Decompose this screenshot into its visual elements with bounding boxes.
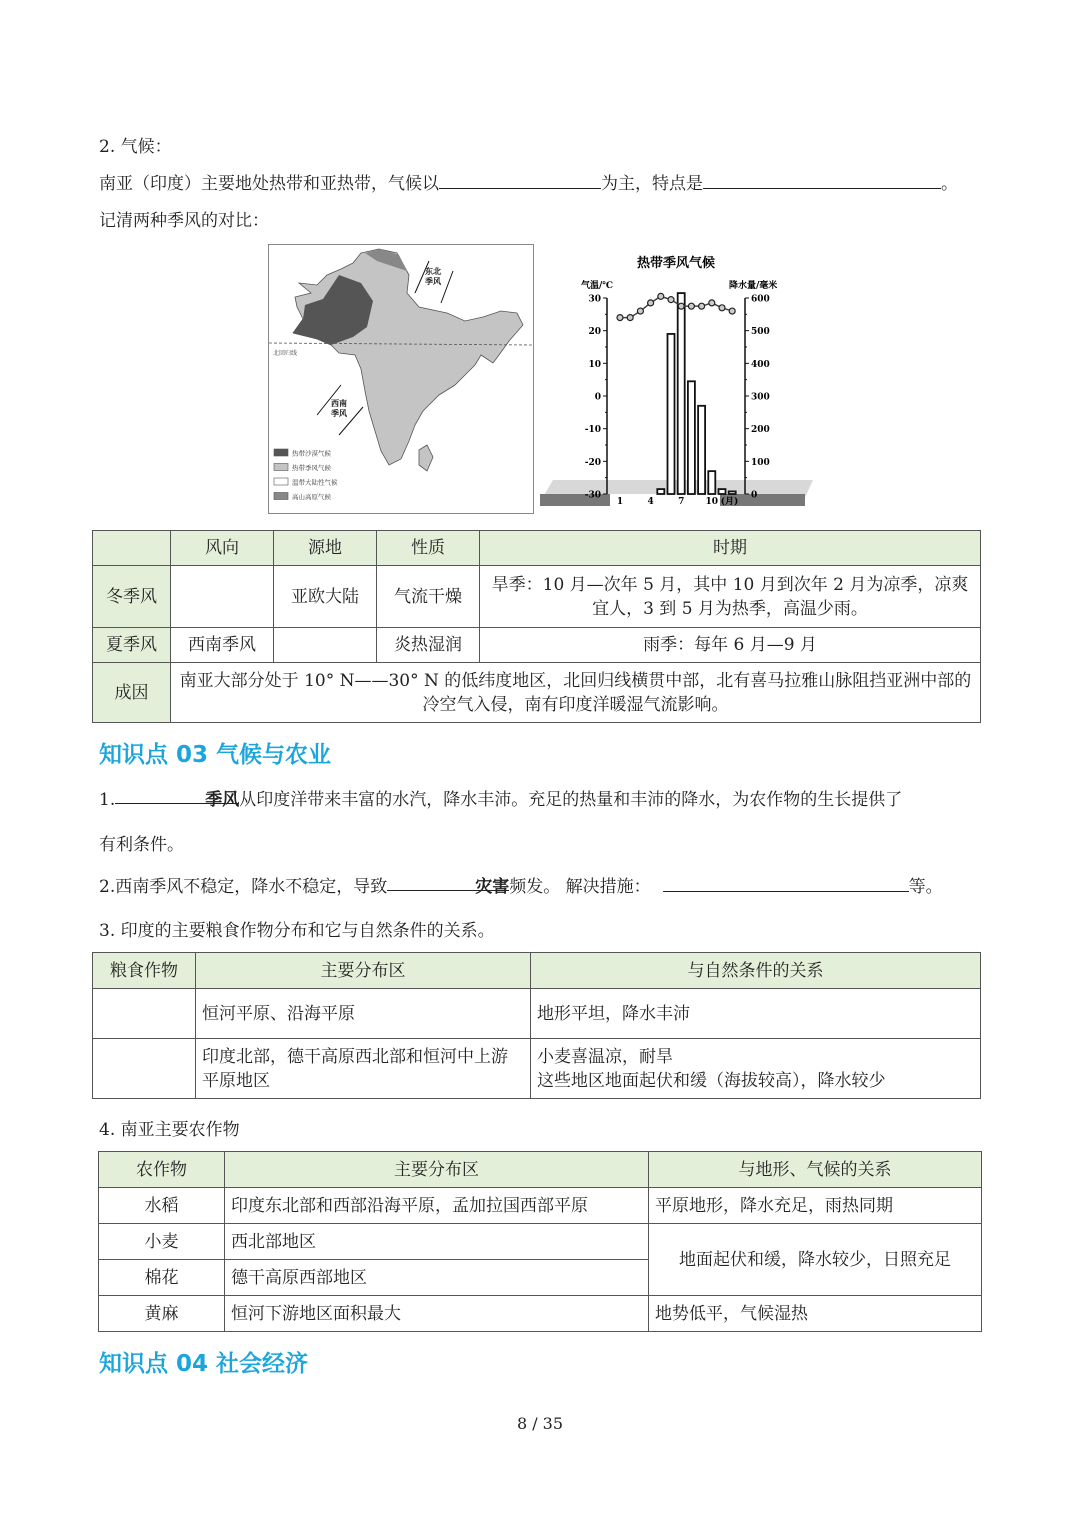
crop-table bbox=[98, 1151, 982, 1332]
tropic-label: 北回归线 bbox=[273, 350, 298, 357]
cell: 西北部地区 bbox=[225, 1224, 649, 1260]
temperature-point bbox=[719, 305, 725, 311]
legend-swatch bbox=[274, 449, 288, 456]
temperature-point bbox=[699, 303, 705, 309]
blank-cell[interactable] bbox=[93, 989, 196, 1039]
left-axis-label: 气温/℃ bbox=[581, 281, 614, 291]
blank-measures[interactable] bbox=[663, 873, 909, 892]
sri-lanka bbox=[419, 445, 433, 471]
right-tick-label: 500 bbox=[751, 327, 770, 338]
cell: 旱季：10 月—次年 5 月，其中 10 月到次年 2 月为凉季，凉爽宜人，3 到 5 月为热季，高温少雨。 bbox=[480, 566, 981, 628]
row-label: 成因 bbox=[93, 663, 171, 723]
cell: 地势低平，气候湿热 bbox=[649, 1296, 982, 1332]
temperature-point bbox=[617, 315, 623, 321]
x-tick-label: 7 bbox=[678, 497, 685, 507]
monsoon-table bbox=[92, 530, 981, 723]
table-row bbox=[93, 663, 981, 723]
right-tick-label: 600 bbox=[751, 294, 770, 305]
x-axis-label: (月) bbox=[720, 497, 739, 507]
x-tick-label: 1 bbox=[616, 497, 624, 507]
table-header-row bbox=[93, 953, 981, 989]
q2 bbox=[99, 872, 943, 897]
table-row bbox=[99, 1296, 982, 1332]
precip-bar bbox=[729, 491, 736, 494]
map-legend bbox=[274, 449, 338, 502]
cell: 地面起伏和缓，降水较少，日照充足 bbox=[649, 1224, 982, 1296]
cell: 棉花 bbox=[99, 1260, 225, 1296]
temperature-point bbox=[668, 297, 674, 303]
sw-monsoon-label: 西南季风 bbox=[331, 399, 347, 418]
header-cell: 源地 bbox=[274, 531, 377, 566]
precip-bar bbox=[719, 489, 726, 494]
cell: 地形平坦，降水丰沛 bbox=[531, 989, 981, 1039]
blank-cell[interactable] bbox=[93, 1039, 196, 1099]
text: 从印度洋带来丰富的水汽，降水丰沛。充足的热量和丰沛的降水，为农作物的生长提供了 bbox=[239, 790, 903, 810]
text: 为主，特点是 bbox=[601, 174, 703, 194]
header-cell: 与地形、气候的关系 bbox=[649, 1152, 982, 1188]
table-header-row bbox=[93, 531, 981, 566]
text: 1. bbox=[99, 790, 116, 810]
left-tick-label: 20 bbox=[588, 327, 601, 338]
legend-label: 高山高原气候 bbox=[292, 493, 331, 501]
table-row bbox=[93, 628, 981, 663]
left-tick-label: 0 bbox=[594, 392, 601, 403]
temperature-point bbox=[709, 300, 715, 306]
blank-q2[interactable] bbox=[387, 872, 510, 897]
legend-label: 热带沙漠气候 bbox=[292, 449, 331, 458]
header-cell: 农作物 bbox=[99, 1152, 225, 1188]
south-asia-climate-map bbox=[268, 244, 534, 514]
grain-table bbox=[92, 952, 981, 1099]
text: 频发。 解决措施： bbox=[509, 877, 651, 897]
cell: 小麦 bbox=[99, 1224, 225, 1260]
compare-text: 记清两种季风的对比： bbox=[99, 211, 269, 231]
blank-climate-type[interactable] bbox=[439, 170, 601, 189]
chart-title: 热带季风气候 bbox=[636, 256, 716, 271]
x-tick-label: 10 bbox=[705, 497, 719, 507]
header-cell: 主要分布区 bbox=[196, 953, 531, 989]
temperature-point bbox=[637, 308, 643, 314]
temperature-point bbox=[658, 293, 664, 299]
precip-bar bbox=[668, 334, 675, 494]
cell: 炎热湿润 bbox=[377, 628, 480, 663]
cell: 德干高原西部地区 bbox=[225, 1260, 649, 1296]
precip-bar bbox=[698, 406, 705, 494]
temperature-point bbox=[648, 300, 654, 306]
answer: 季风 bbox=[205, 790, 240, 810]
climate-chart bbox=[535, 250, 820, 515]
blank-q1[interactable] bbox=[115, 785, 240, 810]
climate-title: 2. 气候： bbox=[99, 137, 172, 157]
cell: 恒河下游地区面积最大 bbox=[225, 1296, 649, 1332]
ne-monsoon-label: 东北季风 bbox=[425, 267, 441, 286]
page-number: 8 / 35 bbox=[516, 1414, 564, 1433]
temperature-point bbox=[729, 308, 735, 314]
header-cell: 性质 bbox=[377, 531, 480, 566]
left-tick-label: -10 bbox=[584, 425, 601, 436]
x-tick-label: 4 bbox=[647, 497, 654, 507]
cell: 亚欧大陆 bbox=[274, 566, 377, 628]
q3: 3. 印度的主要粮食作物分布和它与自然条件的关系。 bbox=[99, 921, 495, 941]
header-cell: 粮食作物 bbox=[93, 953, 196, 989]
table-row bbox=[99, 1224, 982, 1260]
left-tick-label: -20 bbox=[584, 457, 601, 468]
land-monsoon bbox=[293, 249, 523, 465]
cell: 恒河平原、沿海平原 bbox=[196, 989, 531, 1039]
cell: 水稻 bbox=[99, 1188, 225, 1224]
cell: 气流干燥 bbox=[377, 566, 480, 628]
legend-swatch bbox=[274, 478, 288, 485]
cell: 南亚大部分处于 10° N——30° N 的低纬度地区，北回归线横贯中部，北有喜马拉雅山脉阻挡亚洲中部的冷空气入侵，南有印度洋暖湿气流影响。 bbox=[171, 663, 981, 723]
left-tick-label: -30 bbox=[584, 490, 601, 501]
table-header-row bbox=[99, 1152, 982, 1188]
right-tick-label: 400 bbox=[751, 359, 770, 370]
cell: 平原地形，降水充足，雨热同期 bbox=[649, 1188, 982, 1224]
left-tick-label: 10 bbox=[588, 359, 601, 370]
header-cell: 主要分布区 bbox=[225, 1152, 649, 1188]
q4: 4. 南亚主要农作物 bbox=[99, 1120, 240, 1140]
legend-label: 温带大陆性气候 bbox=[292, 478, 338, 487]
cell: 雨季：每年 6 月—9 月 bbox=[480, 628, 981, 663]
cell: 印度东北部和西部沿海平原，孟加拉国西部平原 bbox=[225, 1188, 649, 1224]
legend-swatch bbox=[274, 493, 288, 500]
cell: 印度北部，德干高原西北部和恒河中上游平原地区 bbox=[196, 1039, 531, 1099]
right-tick-label: 100 bbox=[751, 457, 770, 468]
row-label: 夏季风 bbox=[93, 628, 171, 663]
cell bbox=[274, 628, 377, 663]
left-tick-label: 30 bbox=[588, 294, 601, 305]
row-label: 冬季风 bbox=[93, 566, 171, 628]
table-row bbox=[93, 989, 981, 1039]
table-row bbox=[99, 1188, 982, 1224]
legend-label: 热带季风气候 bbox=[292, 464, 331, 472]
blank-climate-feature[interactable] bbox=[703, 170, 941, 189]
q1 bbox=[99, 785, 902, 810]
header-cell: 与自然条件的关系 bbox=[531, 953, 981, 989]
right-tick-label: 300 bbox=[751, 392, 770, 403]
precip-bar bbox=[688, 381, 695, 494]
text: 。 bbox=[941, 174, 958, 194]
right-tick-label: 200 bbox=[751, 425, 770, 436]
text: 等。 bbox=[908, 877, 943, 897]
precip-bar bbox=[657, 489, 664, 494]
temperature-line bbox=[620, 296, 732, 317]
precip-bar bbox=[708, 471, 715, 494]
header-cell bbox=[93, 531, 171, 566]
cell bbox=[171, 566, 274, 628]
section-04-heading: 知识点 04 社会经济 bbox=[99, 1351, 309, 1377]
right-tick-label: 0 bbox=[751, 490, 758, 501]
cell: 西南季风 bbox=[171, 628, 274, 663]
text: 2.西南季风不稳定，降水不稳定，导致 bbox=[99, 877, 388, 897]
table-row bbox=[93, 1039, 981, 1099]
cell: 黄麻 bbox=[99, 1296, 225, 1332]
chart-base-label-area bbox=[610, 494, 720, 506]
header-cell: 时期 bbox=[480, 531, 981, 566]
precip-bar bbox=[678, 293, 685, 494]
right-axis-label: 降水量/毫米 bbox=[729, 281, 778, 291]
header-cell: 风向 bbox=[171, 531, 274, 566]
temperature-point bbox=[678, 303, 684, 309]
q1-cont: 有利条件。 bbox=[99, 835, 184, 855]
temperature-point bbox=[688, 303, 694, 309]
climate-sentence bbox=[99, 169, 958, 194]
legend-swatch bbox=[274, 464, 288, 471]
temperature-point bbox=[627, 315, 633, 321]
text: 南亚（印度）主要地处热带和亚热带，气候以 bbox=[99, 174, 439, 194]
section-03-heading: 知识点 03 气候与农业 bbox=[99, 742, 332, 768]
cell: 小麦喜温凉，耐旱 这些地区地面起伏和缓（海拔较高），降水较少 bbox=[531, 1039, 981, 1099]
table-row bbox=[93, 566, 981, 628]
answer: 灾害 bbox=[475, 877, 510, 897]
